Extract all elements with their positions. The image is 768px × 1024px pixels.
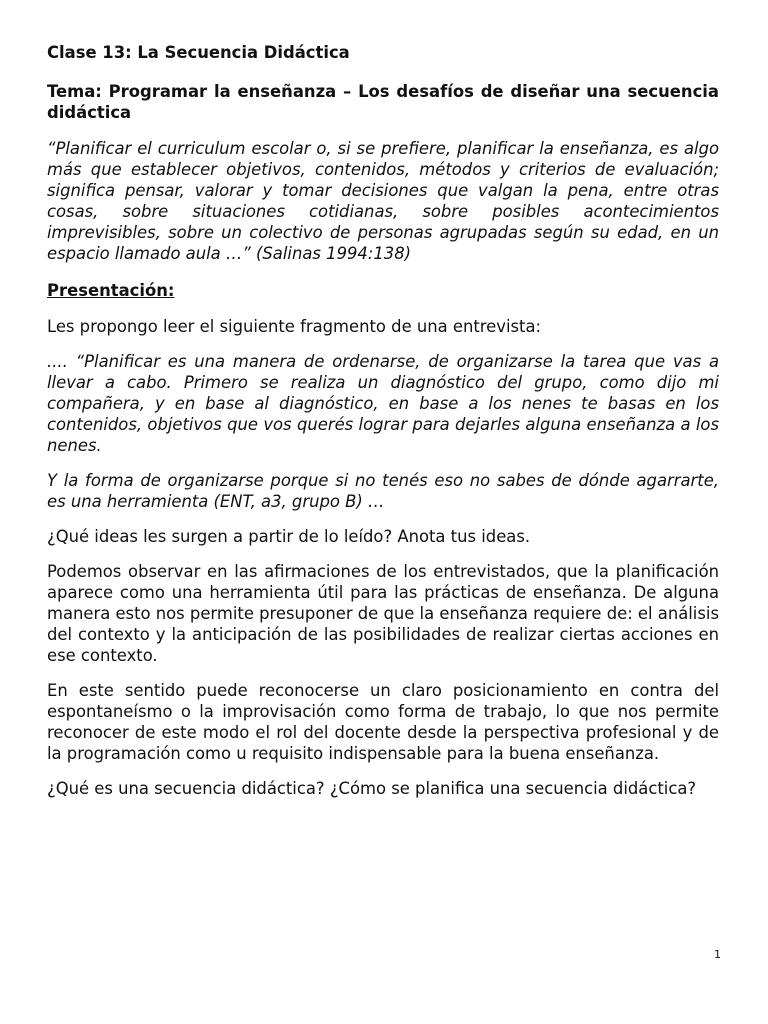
document-title: Clase 13: La Secuencia Didáctica (47, 43, 350, 62)
intro-paragraph: Les propongo leer el siguiente fragmento de una entrevista: (47, 317, 542, 336)
page-number: 1 (714, 948, 721, 961)
interview-quote-continuation: Y la forma de organizarse porque si no tenés eso no sabes de dónde agarrarte, es una herramienta (ENT, a3, grupo B) … (47, 471, 719, 511)
analysis-paragraph-continued: En este sentido puede reconocerse un claro posicionamiento en contra del espontaneísmo o la improvisación como forma de trabajo, lo que nos permite reconocer de este modo el rol del docente desde la perspectiva profesional y de la programación como u requisito indispensable para la buena enseñanza. (47, 681, 719, 763)
section-heading: Presentación: (47, 281, 175, 300)
analysis-paragraph: Podemos observar en las afirmaciones de los entrevistados, que la planificación aparece como una herramienta útil para las prácticas de enseñanza. De alguna manera esto nos permite presuponer de que la enseñanza requiere de: el análisis del contexto y la anticipación de las posibilidades de realizar ciertas acciones en ese contexto. (47, 562, 719, 665)
interview-quote-paragraph: .... “Planificar es una manera de ordenarse, de organizarse la tarea que vas a llevar a cabo. Primero se realiza un diagnóstico del grupo, como dijo mi compañera, y en base al diagnóstico, en base a los nenes te basas en los contenidos, objetivos que vos querés lograr para dejarles alguna enseñanza a los nenes. (47, 352, 719, 455)
document-page (47, 42, 719, 813)
epigraph-quote: “Planificar el curriculum escolar o, si se prefiere, planificar la enseñanza, es algo más que establecer objetivos, contenidos, métodos y criterios de evaluación; significa pensar, valorar y tomar decisiones que valgan la pena, entre otras cosas, sobre situaciones cotidianas, sobre posibles acontecimientos imprevisibles, sobre un colectivo de personas agrupadas según su edad, en un espacio llamado aula …” (Salinas 1994:138) (47, 139, 719, 263)
reflection-question: ¿Qué ideas les surgen a partir de lo leído? Anota tus ideas. (47, 527, 531, 546)
closing-question: ¿Qué es una secuencia didáctica? ¿Cómo se planifica una secuencia didáctica? (47, 779, 697, 798)
document-topic: Tema: Programar la enseñanza – Los desafíos de diseñar una secuencia didáctica (47, 82, 719, 122)
